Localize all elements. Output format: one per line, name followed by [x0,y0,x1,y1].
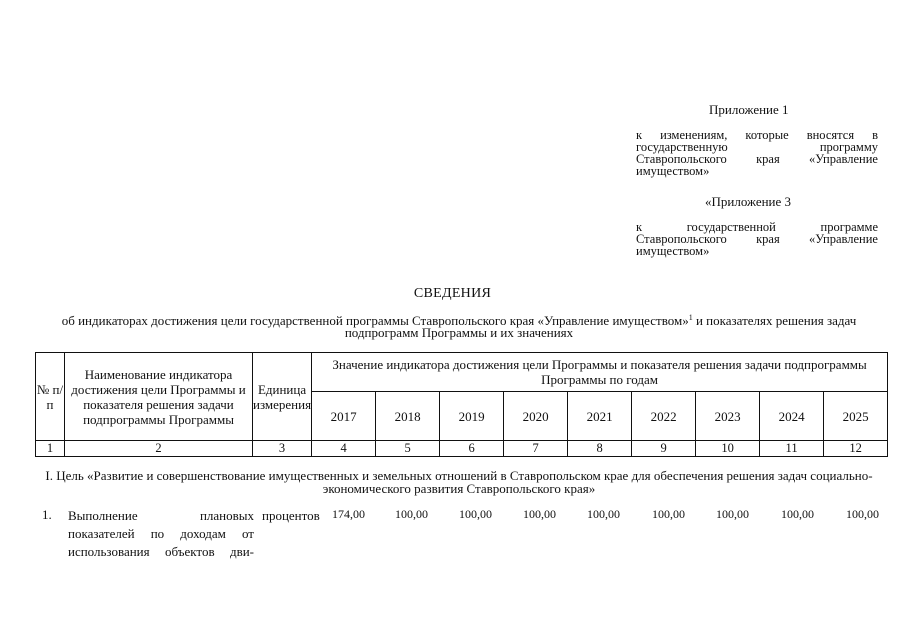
row-value: 100,00 [781,507,814,521]
header-year: 2023 [696,392,760,441]
header-no: № п/п [36,353,65,441]
document-subtitle [36,312,882,339]
appendix-text: к изменениям, которые вносятся в государственную программу Ставропольского края «Управление имуществом» [636,128,878,178]
header-year: 2018 [376,392,440,441]
header-year: 2021 [568,392,632,441]
header-year: 2019 [440,392,504,441]
column-number: 1 [36,441,65,457]
header-year: 2017 [312,392,376,441]
header-year: 2020 [504,392,568,441]
indicators-table [35,352,888,457]
document-subtitle-part1: об индикаторах достижения цели государственной программы Ставропольского края «Управление имуществом» [61,313,689,328]
column-number: 2 [65,441,253,457]
header-year: 2022 [632,392,696,441]
appendix-title: Приложение 1 [709,102,789,117]
header-unit: Единица измерения [253,353,312,441]
column-number: 8 [568,441,632,457]
column-number: 12 [824,441,888,457]
column-number: 3 [253,441,312,457]
row-indicator-name: Выполнение плановых показателей по доходам от использования объектов дви- [68,508,254,559]
column-number: 7 [504,441,568,457]
header-year: 2025 [824,392,888,441]
column-number: 6 [440,441,504,457]
header-values-group: Значение индикатора достижения цели Программы и показателя решения задачи подпрограммы Программы по годам [312,353,888,392]
table-header-row [36,353,888,392]
footnote-marker: 1 [688,313,693,322]
document-title: СВЕДЕНИЯ [413,286,492,301]
row-value: 174,00 [332,507,365,521]
row-value: 100,00 [523,507,556,521]
table-column-numbers-row [36,441,888,457]
appendix-text-secondary: к государственной программе Ставропольского края «Управление имуществом» [636,220,878,258]
column-number: 11 [760,441,824,457]
column-number: 9 [632,441,696,457]
row-value: 100,00 [395,507,428,521]
row-number: 1. [42,507,52,522]
column-number: 4 [312,441,376,457]
row-value: 100,00 [652,507,685,521]
column-number: 10 [696,441,760,457]
row-value: 100,00 [587,507,620,521]
row-value: 100,00 [716,507,749,521]
row-unit: процентов [262,508,320,523]
row-value: 100,00 [846,507,879,521]
row-value: 100,00 [459,507,492,521]
document-subtitle-part2: и показателях решения задач подпрограмм Программы и их значениях [344,313,857,340]
section-heading: I. Цель «Развитие и совершенствование имущественных и земельных отношений в Ставропольском крае для обеспечения решения задач социально-экономического развития Ставропольского края» [45,468,873,496]
header-name: Наименование индикатора достижения цели Программы и показателя решения задачи подпрограммы Программы [65,353,253,441]
appendix-title-secondary: «Приложение 3 [705,194,792,209]
header-year: 2024 [760,392,824,441]
column-number: 5 [376,441,440,457]
